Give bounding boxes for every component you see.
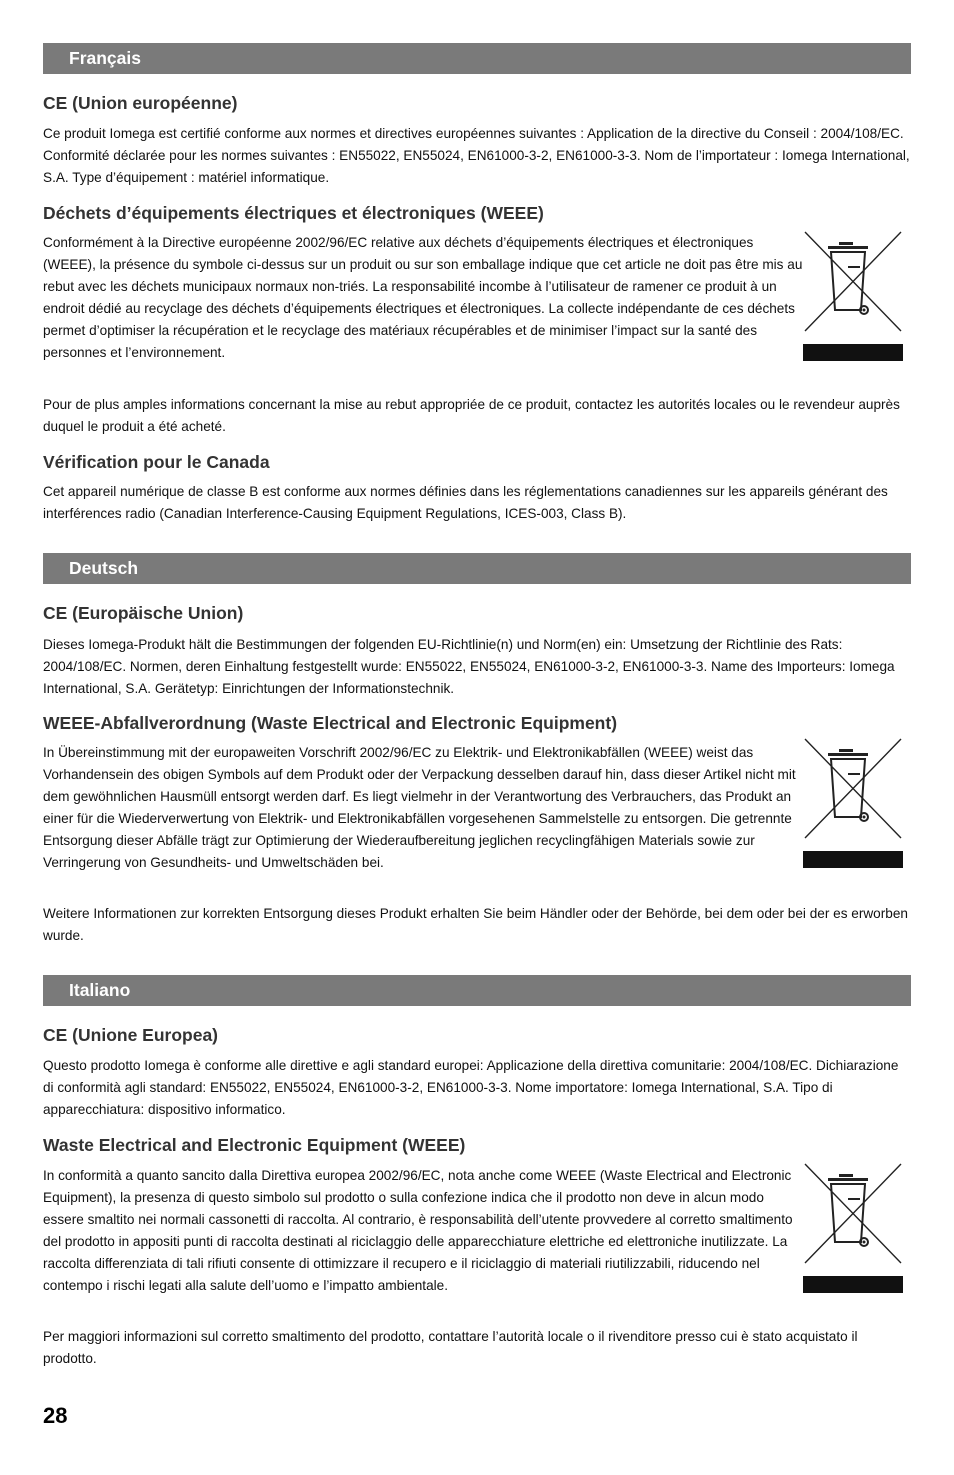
weee-more-fr: Pour de plus amples informations concernant la mise au rebut appropriée de ce produit, contactez les autorités locales ou le revendeur auprès duquel le produit a été acheté. (43, 397, 900, 434)
canada-heading-fr: Vérification pour le Canada (43, 452, 270, 472)
ce-heading-de: CE (Europäische Union) (43, 603, 244, 623)
weee-heading-de: WEEE-Abfallverordnung (Waste Electrical and Electronic Equipment) (43, 713, 618, 733)
weee-text-fr: Conformément à la Directive européenne 2002/96/EC relative aux déchets d’équipements électriques et électroniques (WEEE), la présence du symbole ci-dessus sur un produit ou sur son emballage indique que cet article ne doit pas être mis au rebut avec les déchets municipaux normaux non-triés. La responsabilité incombe à l’utilisateur de ramener ce produit à un endroit dédié au recyclage des déchets d’équipements électriques et électroniques. La collecte indépendante de ces déchets permet d’optimiser la récupération et le recyclage des matériaux récupérables et de minimiser l’impact sur la santé des personnes et l’environnement. (43, 235, 803, 360)
weee-bin-icon (803, 737, 903, 868)
ce-text-fr: Ce produit Iomega est certifié conforme aux normes et directives européennes suivantes : Application de la directive du Conseil : 2004/108/EC. Conformité déclarée pour les normes suivantes : EN55022, EN55024, EN61000-3-2, EN61000-3-3. Nom de l’importateur : Iomega International, S.A. Type d’équipement : matériel informatique. (43, 126, 910, 185)
canada-text-fr: Cet appareil numérique de classe B est conforme aux normes définies dans les réglementations canadiennes sur les appareils générant des interférences radio (Canadian Interference-Causing Equipment Regulations, ICES-003, Class B). (43, 484, 888, 521)
weee-more-de: Weitere Informationen zur korrekten Entsorgung dieses Produkt erhalten Sie beim Händler oder der Behörde, bei dem oder bei der es erworben wurde. (43, 906, 908, 943)
section-header-deutsch: Deutsch (43, 553, 911, 584)
ce-text-it: Questo prodotto Iomega è conforme alle direttive e agli standard europei: Applicazione della direttiva comunitarie: 2004/108/EC. Dichiarazione di conformità agli standard: EN55022, EN55024, EN61000-3-2, EN61000-3-3. Nome importatore: Iomega International, S.A. Tipo di apparecchiatura: dispositivo informatico. (43, 1058, 899, 1117)
weee-heading-fr: Déchets d’équipements électriques et électroniques (WEEE) (43, 203, 544, 223)
ce-heading-fr: CE (Union européenne) (43, 93, 238, 113)
weee-bin-icon (803, 1162, 903, 1293)
weee-text-de: In Übereinstimmung mit der europaweiten Vorschrift 2002/96/EC zu Elektrik- und Elektronikabfällen (WEEE) weist das Vorhandensein des obigen Symbols auf dem Produkt oder der Verpackung desselben darauf hin, dass dieser Artikel nicht mit dem gewöhnlichen Hausmüll entsorgt werden darf. Es liegt vielmehr in der Verantwortung des Verbrauchers, das Produkt an einer für die Wiederverwertung von Elektrik- und Elektronikabfällen vorgesehenen Sammelstelle zu entsorgen. Die getrennte Entsorgung dieser Abfälle trägt zur Optimierung der Wiederaufbereitung jeglichen recyclingfähigen Materials sowie zur Verringerung von Gesundheits- und Umweltschäden bei. (43, 745, 796, 870)
weee-bin-icon (803, 230, 903, 361)
ce-heading-it: CE (Unione Europea) (43, 1025, 219, 1045)
ce-text-de: Dieses Iomega-Produkt hält die Bestimmungen der folgenden EU-Richtlinie(n) und Norm(en) ein: Umsetzung der Richtlinie des Rats: 2004/108/EC. Normen, deren Einhaltung festgestellt wurde: EN55022, EN55024, EN61000-3-2, EN61000-3-3. Name des Importeurs: Iomega International, S.A. Gerätetyp: Einrichtungen der Informationstechnik. (43, 637, 895, 696)
section-header-italiano: Italiano (43, 975, 911, 1006)
weee-text-it: In conformità a quanto sancito dalla Direttiva europea 2002/96/EC, nota anche come WEEE (Waste Electrical and Electronic Equipment), la presenza di questo simbolo sul prodotto o sulla confezione indica che il prodotto non deve in alcun modo essere smaltito nei normali cassonetti di raccolta. Al contrario, è responsabilità dell’utente provvedere al corretto smaltimento del prodotto in appositi punti di raccolta destinati al riciclaggio delle apparecchiature elettriche ed elettroniche inutilizzate. La raccolta differenziata di tali rifiuti consente di ottimizzare il recupero e il riciclaggio di materiali riutilizzabili, riducendo nel contempo i rischi legati alla salute dell’uomo e l’impatto ambientale. (43, 1168, 793, 1293)
page-number: 28 (43, 1403, 68, 1428)
section-header-francais: Français (43, 43, 911, 74)
weee-heading-it: Waste Electrical and Electronic Equipment (WEEE) (43, 1135, 466, 1155)
weee-more-it: Per maggiori informazioni sul corretto smaltimento del prodotto, contattare l’autorità locale o il rivenditore presso cui è stato acquistato il prodotto. (43, 1329, 858, 1366)
